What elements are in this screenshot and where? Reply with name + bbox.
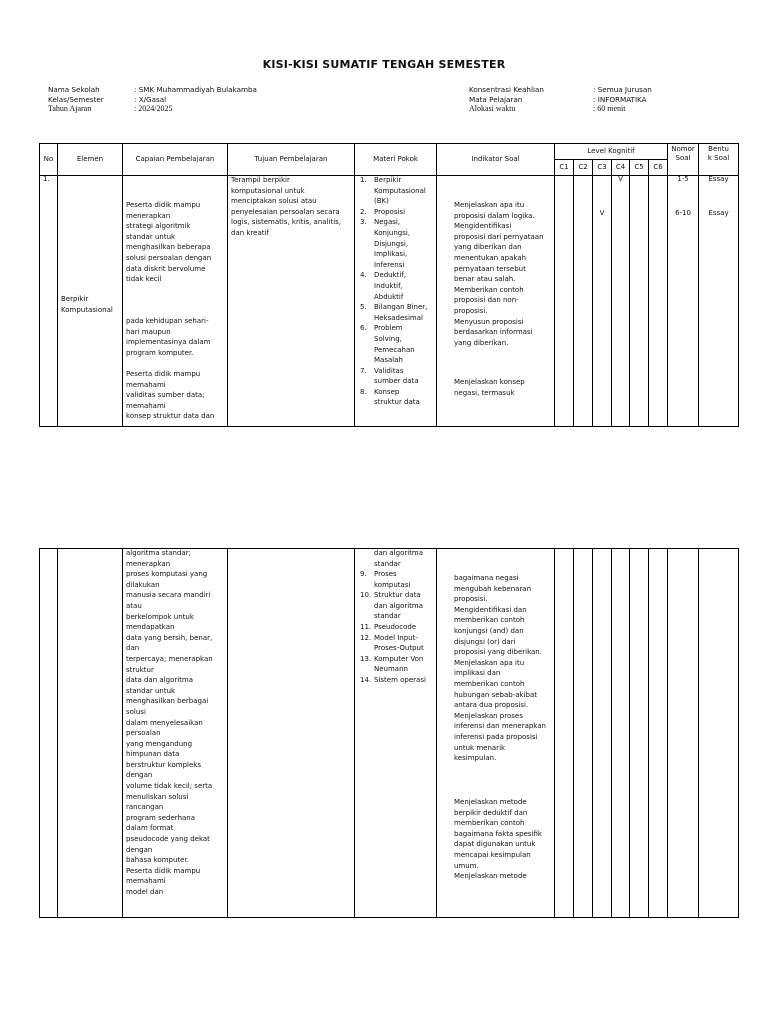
cell-bentuk — [699, 549, 739, 918]
indikator-text-b: Menjelaskan konsep negasi, termasuk — [454, 378, 525, 397]
materi-item — [360, 207, 427, 218]
materi-label: Negasi, Konjungsi, Disjungsi, Implikasi, Inferensi — [374, 218, 411, 269]
subject-info — [469, 85, 652, 114]
indikator-text-b: Menjelaskan metode berpikir deduktif dan memberikan contoh bagaimana fakta spesifik dapat digunakan untuk mencapai kesimpulan umum. Menjelaskan metode — [454, 798, 542, 881]
materi-number: 14. — [360, 675, 372, 684]
materi-item — [360, 323, 427, 365]
materi-item — [360, 302, 427, 323]
cell-nomor — [668, 176, 699, 427]
cell-tujuan — [228, 549, 355, 918]
cell-capaian — [123, 549, 228, 918]
materi-number: 5. — [360, 303, 367, 312]
cell-materi — [355, 549, 437, 918]
header-c1: C1 — [555, 160, 574, 176]
materi-item — [360, 654, 426, 675]
nomor-soal-2: 6-10 — [675, 209, 691, 217]
materi-number: 6. — [360, 324, 367, 333]
indikator-text-a: bagaimana negasi mengubah kebenaran proposisi. Mengidentifikasi dan memberikan contoh konjungsi (and) dan disjungsi (or) dari proposisi yang diberikan. Menjelaskan apa itu implikasi dan memberikan contoh hubungan sebab-akibat antara dua proposisi. Menjelaskan proses inferensi dan menerapkan inferensi pada proposisi untuk menarik kesimpulan. — [454, 574, 546, 763]
materi-number: 2. — [360, 207, 367, 216]
info-value: : SMK Muhammadiyah Bulakamba — [134, 85, 257, 94]
cell-c5 — [630, 549, 649, 918]
cell-elemen — [58, 176, 123, 427]
header-elemen: Elemen — [58, 144, 123, 176]
mark-c4: V — [618, 175, 623, 183]
materi-number: 11. — [360, 622, 372, 631]
materi-number: 7. — [360, 366, 367, 375]
materi-label: Berpikir Komputasional (BK) — [374, 176, 426, 206]
nomor-soal-1: 1-5 — [677, 175, 689, 183]
materi-label: Bilangan Biner, Heksadesimal — [374, 303, 428, 322]
header-c6: C6 — [649, 160, 668, 176]
cell-tujuan — [228, 176, 355, 427]
cell-c3 — [593, 176, 612, 427]
cell-c2 — [574, 549, 593, 918]
cell-c4 — [612, 176, 630, 427]
materi-number: 4. — [360, 271, 367, 280]
header-tujuan: Tujuan Pembelajaran — [228, 144, 355, 176]
materi-number: 13. — [360, 654, 372, 663]
tujuan-text: Terampil berpikir komputasional untuk menciptakan solusi atau penyelesaian persoalan secara logis, sistematis, kritis, analitis, dan kreatif — [231, 176, 342, 237]
materi-item — [360, 366, 427, 387]
materi-item — [360, 569, 426, 590]
info-row-subject — [469, 95, 652, 105]
row-number: 1. — [43, 175, 50, 183]
materi-label: Proses komputasi — [374, 570, 411, 589]
header-c2: C2 — [574, 160, 593, 176]
capaian-text-cont: algoritma standar; menerapkan proses komputasi yang dilakukan manusia secara mandiri atau berkelompok untuk mendapatkan data yang bersih, benar, dan terpercaya; menerapkan struktur data dan algoritma standar untuk menghasilkan berbagai solusi dalam menyelesaikan persoalan yang mengandung himpunan data berstruktur kompleks dengan volume tidak kecil; serta menuliskan solusi rancangan program sederhana dalam format pseudocode yang dekat dengan bahasa komputer. Peserta didik mampu memahami model dan — [126, 549, 213, 896]
materi-label: Sistem operasi — [374, 675, 426, 684]
info-label: Mata Pelajaran — [469, 94, 523, 104]
cell-indikator — [437, 549, 555, 918]
materi-number: 3. — [360, 218, 367, 227]
materi-list — [360, 569, 426, 686]
materi-label: Problem Solving, Pemecahan Masalah — [374, 324, 415, 365]
materi-number: 12. — [360, 633, 372, 642]
materi-item — [360, 387, 427, 408]
materi-item — [360, 622, 426, 633]
cell-c6 — [649, 549, 668, 918]
cell-c2 — [574, 176, 593, 427]
document-title: KISI-KISI SUMATIF TENGAH SEMESTER — [262, 58, 506, 71]
info-row-time — [469, 104, 652, 114]
cell-c6 — [649, 176, 668, 427]
materi-item — [360, 675, 426, 686]
cell-c5 — [630, 176, 649, 427]
materi-label: Validitas sumber data — [374, 366, 419, 386]
materi-item — [360, 176, 427, 207]
materi-item — [360, 590, 426, 622]
elemen-text: Berpikir Komputasional — [61, 295, 113, 314]
header-indikator: Indikator Soal — [437, 144, 555, 176]
materi-text-cont: dan algoritma standar — [374, 549, 424, 568]
info-row-year — [48, 104, 257, 114]
info-label: Tahun Ajaran — [48, 104, 92, 113]
cell-c3 — [593, 549, 612, 918]
cell-c1 — [555, 549, 574, 918]
header-c3: C3 — [593, 160, 612, 176]
mark-c3: V — [599, 209, 605, 217]
cell-materi — [355, 176, 437, 427]
cell-no — [40, 549, 58, 918]
capaian-text-c: Peserta didik mampu memahami validitas sumber data; memahami konsep struktur data dan — [126, 370, 215, 421]
info-value: : 2024/2025 — [134, 104, 173, 113]
header-nomor-soal: Nomor Soal — [668, 144, 699, 176]
cell-no — [40, 176, 58, 427]
info-value: : 60 menit — [593, 104, 626, 113]
kisi-kisi-table-page-2 — [39, 548, 739, 918]
info-row-school — [48, 85, 257, 95]
header-level-kognitif: Level Kognitif — [555, 144, 668, 160]
capaian-text-a: Peserta didik mampu menerapkan strategi algoritmik standar untuk menghasilkan beberapa solusi persoalan dengan data diskrit bervolume tidak kecil — [126, 201, 212, 284]
materi-number: 8. — [360, 387, 367, 396]
header-c5: C5 — [630, 160, 649, 176]
materi-label: Struktur data dan algoritma standar — [374, 591, 424, 621]
school-info — [48, 85, 257, 114]
header-c4: C4 — [612, 160, 630, 176]
bentuk-soal-1: Essay — [708, 175, 729, 183]
materi-label: Proposisi — [374, 207, 406, 216]
bentuk-soal-2: Essay — [708, 209, 729, 217]
info-label: Kelas/Semester — [48, 94, 104, 104]
info-row-class — [48, 95, 257, 105]
header-no: No — [40, 144, 58, 176]
cell-c4 — [612, 549, 630, 918]
materi-item — [360, 270, 427, 302]
cell-bentuk — [699, 176, 739, 427]
info-value: : X/Gasal — [134, 94, 167, 104]
cell-capaian — [123, 176, 228, 427]
header-materi: Materi Pokok — [355, 144, 437, 176]
materi-label: Model Input- Proses-Output — [374, 633, 424, 653]
materi-item — [360, 633, 426, 654]
materi-item — [360, 217, 427, 270]
header-bentuk-soal: Bentu k Soal — [699, 144, 739, 176]
materi-list — [360, 176, 427, 409]
info-label: Nama Sekolah — [48, 85, 100, 94]
cell-nomor — [668, 549, 699, 918]
info-row-major — [469, 85, 652, 95]
info-label: Konsentrasi Keahlian — [469, 85, 544, 94]
materi-label: Deduktif, Induktif, Abduktif — [374, 271, 407, 301]
info-value: : Semua Jurusan — [593, 85, 652, 94]
info-label: Alokasi waktu — [469, 104, 516, 113]
materi-number: 10. — [360, 591, 372, 600]
materi-number: 1. — [360, 176, 367, 184]
cell-elemen — [58, 549, 123, 918]
indikator-text-a: Menjelaskan apa itu proposisi dalam logika. Mengidentifikasi proposisi dari pernyataan yang diberikan dan menentukan apakah pernyataan tersebut benar atau salah. Memberikan contoh proposisi dan non- proposisi. Menyusun proposisi berdasarkan informasi yang diberikan. — [454, 201, 544, 347]
info-value: : INFORMATIKA — [593, 94, 647, 104]
cell-indikator — [437, 176, 555, 427]
materi-label: Pseudocode — [374, 622, 417, 631]
header-capaian: Capaian Pembelajaran — [123, 144, 228, 176]
materi-label: Komputer Von Neumann — [374, 654, 424, 674]
capaian-text-b: pada kehidupan sehari- hari maupun implementasinya dalam program komputer. — [126, 317, 211, 357]
cell-c1 — [555, 176, 574, 427]
materi-label: Konsep struktur data — [374, 387, 420, 407]
materi-number: 9. — [360, 570, 367, 578]
kisi-kisi-table-page-1 — [39, 143, 739, 427]
